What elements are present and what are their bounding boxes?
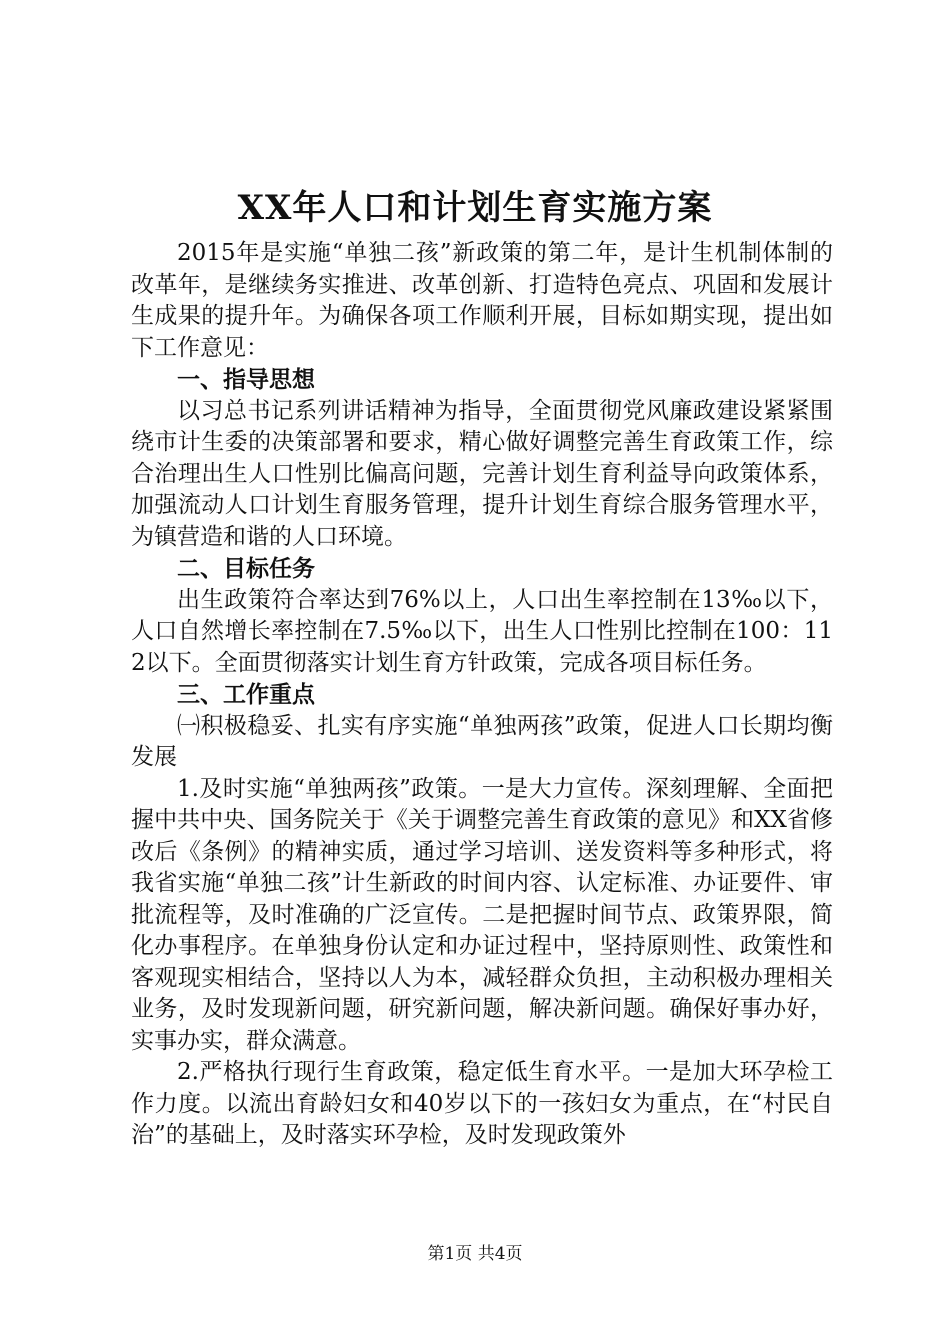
section-heading-goals: 二、目标任务 [177,555,315,582]
intro-paragraph: 2015年是实施“单独二孩”新政策的第二年，是计生机制体制的改革年，是继续务实推进、改革创新、打造特色亮点、巩固和发展计生成果的提升年。为确保各项工作顺利开展，目标如期实现，提出如下工作意见： [131,240,833,361]
goals-paragraph: 出生政策符合率达到76%以上，人口出生率控制在13‰以下，人口自然增长率控制在7.5‰以下，出生人口性别比控制在100：112以下。全面贯彻落实计划生育方针政策，完成各项目标任务。 [131,586,833,676]
guiding-ideology-paragraph: 以习总书记系列讲话精神为指导，全面贯彻党风廉政建设紧紧围绕市计生委的决策部署和要求，精心做好调整完善生育政策工作，综合治理出生人口性别比偏高问题，完善计划生育利益导向政策体系，加强流动人口计划生育服务管理，提升计划生育综合服务管理水平，为镇营造和谐的人口环境。 [131,397,833,550]
section-heading-work-focus: 三、工作重点 [177,681,315,708]
document-body [131,238,833,1152]
page-number-footer: 第1页 共4页 [427,1244,523,1264]
section-heading-guiding-ideology: 一、指导思想 [177,366,315,393]
document-title: XX年人口和计划生育实施方案 [237,188,713,228]
work-focus-item-1: 1.及时实施“单独两孩”政策。一是大力宣传。深刻理解、全面把握中共中央、国务院关于《关于调整完善生育政策的意见》和XX省修改后《条例》的精神实质，通过学习培训、送发资料等多种形式，将我省实施“单独二孩”计生新政的时间内容、认定标准、办证要件、审批流程等，及时准确的广泛宣传。二是把握时间节点、政策界限，简化办事程序。在单独身份认定和办证过程中，坚持原则性、政策性和客观现实相结合，坚持以人为本，减轻群众负担，主动积极办理相关业务，及时发现新问题，研究新问题，解决新问题。确保好事办好，实事办实，群众满意。 [131,775,833,1054]
work-focus-subheading: ㈠积极稳妥、扎实有序实施“单独两孩”政策，促进人口长期均衡发展 [131,712,833,770]
work-focus-item-2: 2.严格执行现行生育政策，稳定低生育水平。一是加大环孕检工作力度。以流出育龄妇女和40岁以下的一孩妇女为重点，在“村民自治”的基础上，及时落实环孕检，及时发现政策外 [131,1059,833,1148]
